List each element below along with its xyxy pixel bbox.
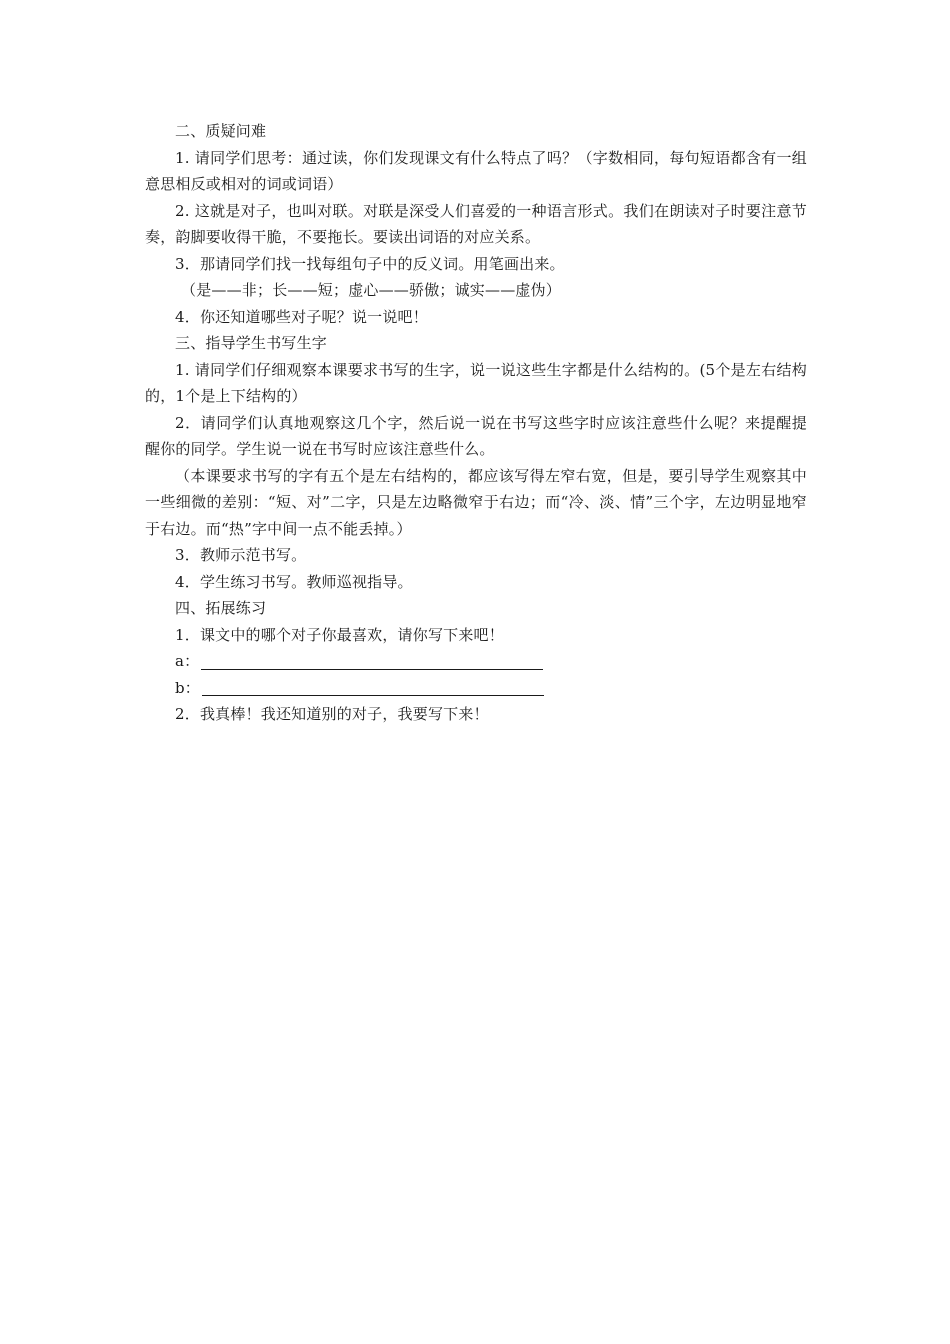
paragraph: 3．教师示范书写。 bbox=[175, 546, 307, 564]
paragraph: 1. 请同学们仔细观察本课要求书写的生字，说一说这些生字都是什么结构的。(5个是左右结构的，1个是上下结构的） bbox=[145, 360, 807, 405]
paragraph: 4．你还知道哪些对子呢？说一说吧！ bbox=[175, 307, 428, 326]
section-heading-3: 三、指导学生书写生字 bbox=[175, 334, 328, 352]
answer-blank-b bbox=[202, 677, 544, 696]
answer-blank-a bbox=[201, 651, 543, 670]
document-body bbox=[145, 118, 807, 728]
paragraph: 1．课文中的哪个对子你最喜欢，请你写下来吧！ bbox=[175, 625, 504, 644]
answer-line-b bbox=[145, 675, 807, 702]
paragraph: 4．学生练习书写。教师巡视指导。 bbox=[175, 572, 413, 591]
teaching-note: （本课要求书写的字有五个是左右结构的，都应该写得左窄右宽，但是，要引导学生观察其中一些细微的差别：“短、对”二字，只是左边略微窄于右边；而“冷、淡、情”三个字，左边明显地窄于右边。而“热”字中间一点不能丢掉。） bbox=[145, 466, 807, 538]
section-heading-2: 二、质疑问难 bbox=[175, 122, 267, 140]
answer-label-b: b： bbox=[175, 678, 201, 697]
paragraph: 1. 请同学们思考：通过读，你们发现课文有什么特点了吗？（字数相同，每句短语都含有一组意思相反或相对的词或词语） bbox=[145, 148, 807, 193]
paragraph: 3．那请同学们找一找每组句子中的反义词。用笔画出来。 bbox=[175, 254, 565, 273]
answer-label-a: a： bbox=[175, 652, 200, 670]
paragraph: 2．我真棒！我还知道别的对子，我要写下来！ bbox=[175, 705, 489, 723]
section-heading-4: 四、拓展练习 bbox=[175, 599, 267, 617]
paragraph: 2. 这就是对子，也叫对联。对联是深受人们喜爱的一种语言形式。我们在朗读对子时要注意节奏，韵脚要收得干脆，不要拖长。要读出词语的对应关系。 bbox=[145, 201, 807, 246]
answer-line-a bbox=[145, 648, 807, 675]
paragraph: 2．请同学们认真地观察这几个字，然后说一说在书写这些字时应该注意些什么呢？来提醒提醒你的同学。学生说一说在书写时应该注意些什么。 bbox=[145, 413, 807, 458]
answer-note: （是——非；长——短；虚心——骄傲；诚实——虚伪） bbox=[181, 281, 562, 299]
